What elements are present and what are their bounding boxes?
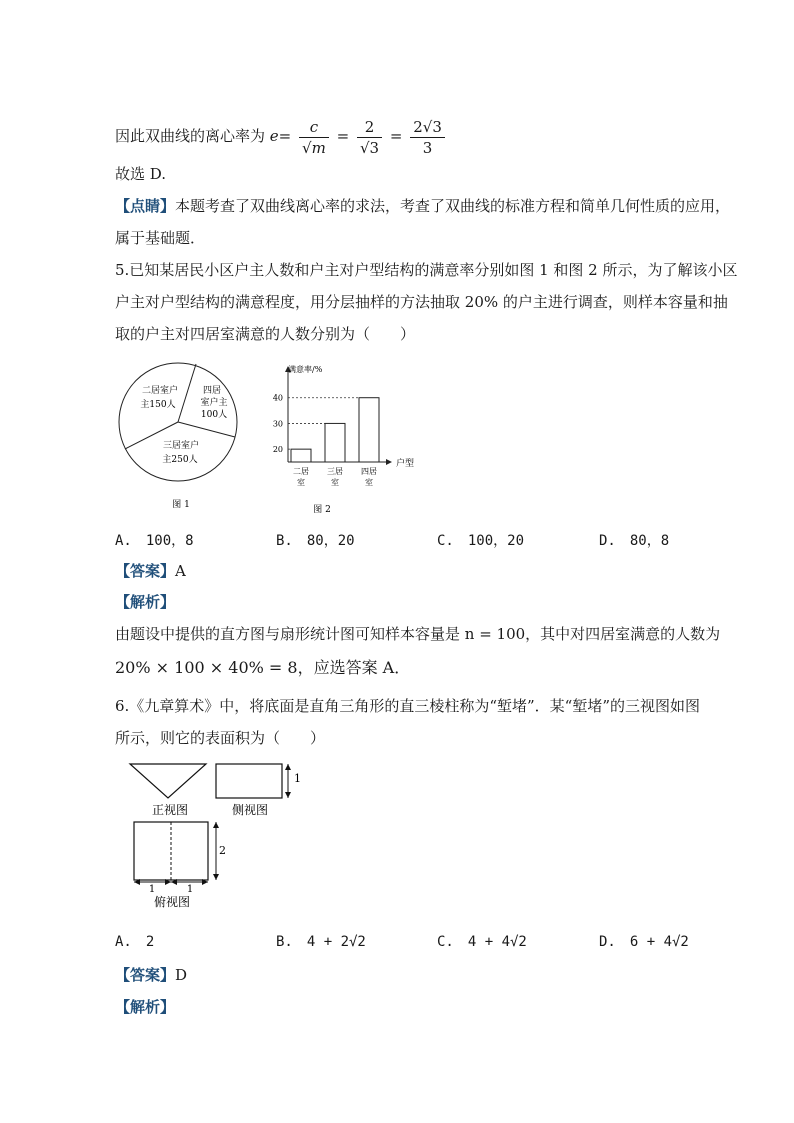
eccentricity-prefix: 因此双曲线的离心率为 [115, 127, 266, 145]
y-tick-label: 40 [272, 393, 283, 403]
front-view-label: 正视图 [151, 803, 189, 817]
answer-tag: 【答案】 [115, 562, 176, 580]
pie-label-two-room-2: 主150人 [140, 400, 176, 410]
q5-answer-line [115, 560, 186, 582]
fraction-c-over-root-m [299, 117, 329, 158]
q5-stem-line-3: 取的户主对四居室满意的人数分别为（ ） [115, 325, 416, 343]
q6-stem-line-1: 6.《九章算术》中，将底面是直角三角形的直三棱柱称为“堑堵”．某“堑堵”的三视图如图 [115, 697, 700, 715]
answer-value: D [175, 966, 188, 984]
front-view-triangle [130, 764, 206, 798]
answer-value: A [175, 562, 186, 580]
equals-sign: = [389, 127, 403, 145]
top-view-rect [134, 822, 208, 880]
q6-option-b[interactable]: B. 4 + 2√2 [276, 934, 366, 950]
q6-option-a[interactable]: A. 2 [115, 934, 155, 950]
figure-1-caption: 图 1 [172, 500, 190, 510]
x-axis-label: 户型 [396, 459, 415, 469]
choice-line: 故选 D. [115, 165, 167, 183]
bar-3 [359, 398, 379, 462]
fraction-denominator: √3 [359, 138, 380, 157]
pie-label-four-room-2: 室户主 [200, 398, 228, 408]
three-view-figure [120, 756, 310, 916]
side-view-rect [216, 764, 282, 798]
bottom-dim-left-label: 1 [148, 884, 156, 895]
fraction-denominator: 3 [422, 138, 433, 157]
fraction-numerator: 2√3 [410, 117, 445, 138]
equals-sign: = [336, 127, 350, 145]
pie-label-four-room-1: 四居 [202, 386, 222, 396]
q6-option-c[interactable]: C. 4 + 4√2 [437, 934, 527, 950]
side-view-label: 侧视图 [231, 803, 269, 817]
q6-answer-line [115, 964, 187, 986]
q5-stem-line-1: 5.已知某居民小区户主人数和户主对户型结构的满意率分别如图 1 和图 2 所示，为了解该小区 [115, 261, 738, 279]
figure-2-bar-chart [262, 362, 432, 517]
analysis-tag: 【解析】 [115, 998, 176, 1016]
top-dim-height-label: 2 [219, 844, 226, 857]
top-view-label: 俯视图 [153, 895, 191, 909]
q5-analysis-line-2: 20% × 100 × 40% = 8，应选答案 A． [115, 658, 411, 677]
q5-analysis-tag-line [115, 591, 175, 613]
eccentricity-line [115, 116, 448, 156]
figure-1-pie [118, 362, 248, 517]
pie-label-four-room-3: 100人 [200, 410, 228, 420]
pie-label-two-room-1: 二居室户 [141, 386, 179, 396]
y-tick-label: 20 [272, 445, 283, 455]
pie-label-three-room-2: 主250人 [162, 455, 198, 465]
q5-option-d[interactable]: D. 80，8 [599, 533, 670, 549]
q5-option-a[interactable]: A. 100，8 [115, 533, 194, 549]
category-label: 三居 [327, 467, 343, 476]
category-label: 四居 [361, 467, 377, 476]
fraction-numerator: c [299, 117, 329, 138]
q5-option-c[interactable]: C. 100，20 [437, 533, 525, 549]
comment-text: 本题考查了双曲线离心率的求法，考查了双曲线的标准方程和简单几何性质的应用， [175, 197, 731, 215]
fraction-2root3-over-3 [410, 117, 445, 158]
figure-2-caption: 图 2 [313, 505, 331, 515]
analysis-tag: 【解析】 [115, 593, 176, 611]
q5-analysis-line-1: 由题设中提供的直方图与扇形统计图可知样本容量是 n = 100，其中对四居室满意的人数为 [115, 625, 721, 643]
q5-stem-line-2: 户主对户型结构的满意程度，用分层抽样的方法抽取 20% 的户主进行调查，则样本容量和抽 [115, 293, 728, 311]
category-label: 室 [365, 478, 373, 487]
arrowhead [213, 874, 219, 880]
q5-option-b[interactable]: B. 80，20 [276, 533, 355, 549]
arrowhead [285, 792, 291, 798]
comment-tag: 【点睛】 [115, 197, 176, 215]
q6-option-d[interactable]: D. 6 + 4√2 [599, 934, 689, 950]
category-label: 二居 [293, 467, 309, 476]
arrowhead [213, 822, 219, 828]
comment-line-1 [115, 195, 730, 217]
pie-label-three-room-1: 三居室户 [162, 441, 200, 451]
comment-line-2: 属于基础题． [115, 229, 206, 247]
answer-tag: 【答案】 [115, 966, 176, 984]
q6-stem-line-2: 所示，则它的表面积为（ ） [115, 729, 326, 747]
fraction-numerator: 2 [357, 117, 382, 138]
y-tick-label: 30 [272, 419, 283, 429]
bar-1 [291, 449, 311, 462]
eccentricity-var: e= [269, 127, 292, 145]
q6-analysis-tag-line [115, 996, 175, 1018]
arrowhead [285, 764, 291, 770]
bar-2 [325, 423, 345, 462]
fraction-2-over-root-3 [357, 117, 382, 158]
bottom-dim-right-label: 1 [186, 884, 194, 895]
side-dim-label: 1 [294, 772, 301, 785]
category-label: 室 [297, 478, 305, 487]
fraction-denominator: √m [302, 138, 326, 157]
y-axis-label: 满意率/% [288, 365, 323, 374]
category-label: 室 [331, 478, 339, 487]
x-axis-arrow [386, 459, 392, 465]
